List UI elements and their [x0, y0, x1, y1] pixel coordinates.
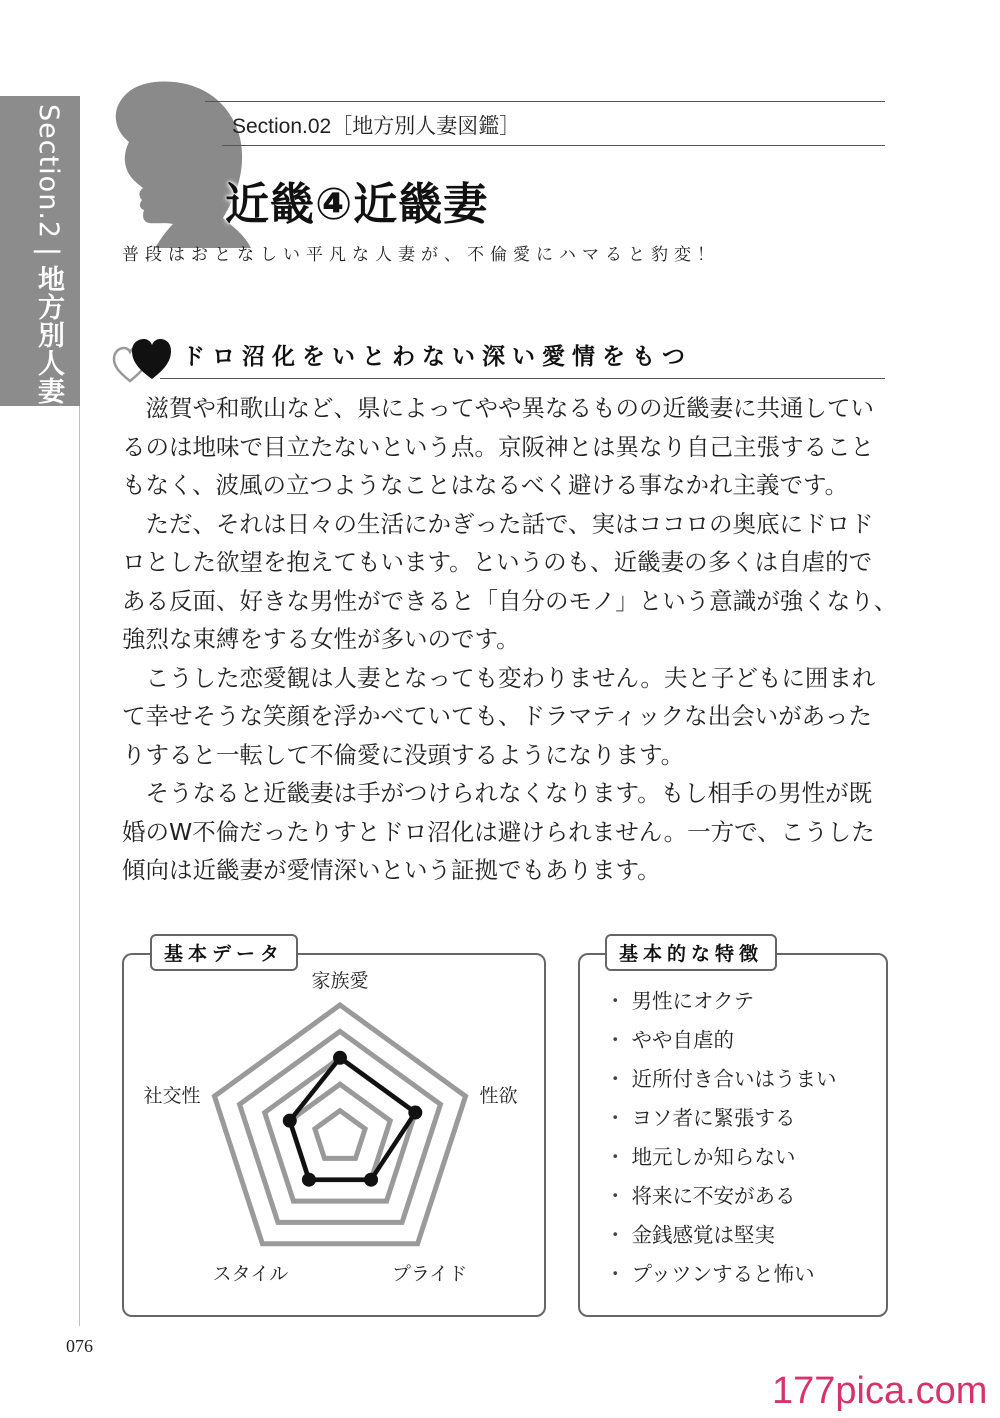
trait-item — [605, 1021, 837, 1060]
trait-text: 地元しか知らない — [631, 1145, 796, 1169]
radar-grid-ring — [315, 1111, 365, 1159]
body-line: そうなると近畿妻は手がつけられなくなります。もし相手の男性が既 — [122, 779, 873, 807]
body-line: こうした恋愛観は人妻となっても変わりません。夫と子どもに囲まれ — [122, 663, 876, 692]
radar-axis-label: 家族愛 — [311, 970, 369, 992]
side-tab-separator: | — [33, 247, 64, 258]
trait-text: 将来に不安がある — [631, 1184, 796, 1208]
side-tab-category: 地方別人妻図鑑 — [33, 265, 64, 462]
section-side-tab — [0, 96, 80, 462]
trait-item — [605, 982, 837, 1021]
body-line: 婚のW不倫だったりすとドロ沼化は避けられません。一方で、こうした — [122, 817, 875, 846]
body-line: 滋賀や和歌山など、県によってやや異なるものの近畿妻に共通してい — [122, 394, 874, 422]
header-bottom-rule — [222, 145, 885, 146]
margin-rule — [79, 406, 80, 1326]
site-watermark: 177pica.com — [772, 1370, 988, 1412]
body-line: 傾向は近畿妻が愛情深いという証拠でもあります。 — [122, 856, 661, 884]
trait-item — [605, 1177, 837, 1216]
trait-bullet: ・ — [605, 1223, 626, 1247]
body-line: るのは地味で目立たないという点。京阪神とは異なり自己主張すること — [122, 432, 874, 461]
trait-item — [605, 1099, 837, 1138]
body-line: りすると一転して不倫愛に没頭するようになります。 — [122, 740, 685, 769]
trait-text: やや自虐的 — [631, 1028, 734, 1052]
basic-data-label: 基本データ — [150, 934, 298, 971]
trait-bullet: ・ — [605, 989, 626, 1013]
radar-grid-ring — [214, 1005, 465, 1244]
trait-text: ヨソ者に緊張する — [631, 1106, 796, 1130]
page-subtitle: 普段はおとなしい平凡な人妻が、不倫愛にハマると豹変！ — [122, 245, 720, 265]
trait-item — [605, 1060, 837, 1099]
radar-point-3 — [302, 1173, 316, 1187]
trait-text: 金銭感覚は堅実 — [631, 1223, 775, 1247]
radar-point-2 — [364, 1173, 378, 1187]
radar-point-4 — [283, 1114, 297, 1128]
section-heading-rule — [160, 378, 885, 379]
trait-item — [605, 1138, 837, 1177]
trait-text: 近所付き合いはうまい — [631, 1067, 837, 1091]
body-paragraphs — [122, 389, 898, 890]
radar-axis-label: 性欲 — [479, 1085, 518, 1108]
radar-axis-label: スタイル — [212, 1262, 289, 1285]
side-tab-section: Section.2 — [33, 104, 64, 240]
trait-text: 男性にオクテ — [631, 989, 755, 1013]
trait-bullet: ・ — [605, 1184, 626, 1208]
radar-axis-label: プライド — [391, 1262, 468, 1285]
trait-bullet: ・ — [605, 1067, 626, 1091]
trait-item — [605, 1255, 837, 1294]
body-line: ある反面、好きな男性ができると「自分のモノ」という意識が強くなり、 — [122, 586, 898, 615]
body-line: ただ、それは日々の生活にかぎった話で、実はココロの奥底にドロド — [122, 509, 874, 538]
radar-point-1 — [408, 1106, 422, 1120]
traits-list — [605, 982, 837, 1294]
body-line: ロとした欲望を抱えてもいます。というのも、近畿妻の多くは自虐的で — [122, 548, 873, 576]
traits-label: 基本的な特徴 — [605, 934, 777, 971]
trait-bullet: ・ — [605, 1262, 626, 1286]
body-line: もなく、波風の立つようなことはなるべく避ける事なかれ主義です。 — [122, 471, 849, 499]
trait-item — [605, 1216, 837, 1255]
radar-point-0 — [333, 1051, 347, 1065]
header-top-rule — [205, 101, 885, 102]
page-number: 076 — [66, 1336, 93, 1356]
side-tab-text — [28, 104, 68, 461]
radar-chart — [124, 970, 542, 1300]
trait-bullet: ・ — [605, 1106, 626, 1130]
trait-text: プッツンすると怖い — [631, 1262, 815, 1286]
radar-axis-label: 社交性 — [143, 1085, 201, 1108]
trait-bullet: ・ — [605, 1145, 626, 1169]
section-heading: ドロ沼化をいとわない深い愛情をもつ — [182, 344, 692, 370]
body-line: 強烈な束縛をする女性が多いのです。 — [122, 625, 520, 653]
page-title: 近畿④近畿妻 — [225, 179, 489, 230]
body-line: て幸せそうな笑顔を浮かべていても、ドラマティックな出会いがあった — [122, 702, 872, 730]
trait-bullet: ・ — [605, 1028, 626, 1052]
section-label: Section.02［地方別人妻図鑑］ — [232, 115, 521, 138]
